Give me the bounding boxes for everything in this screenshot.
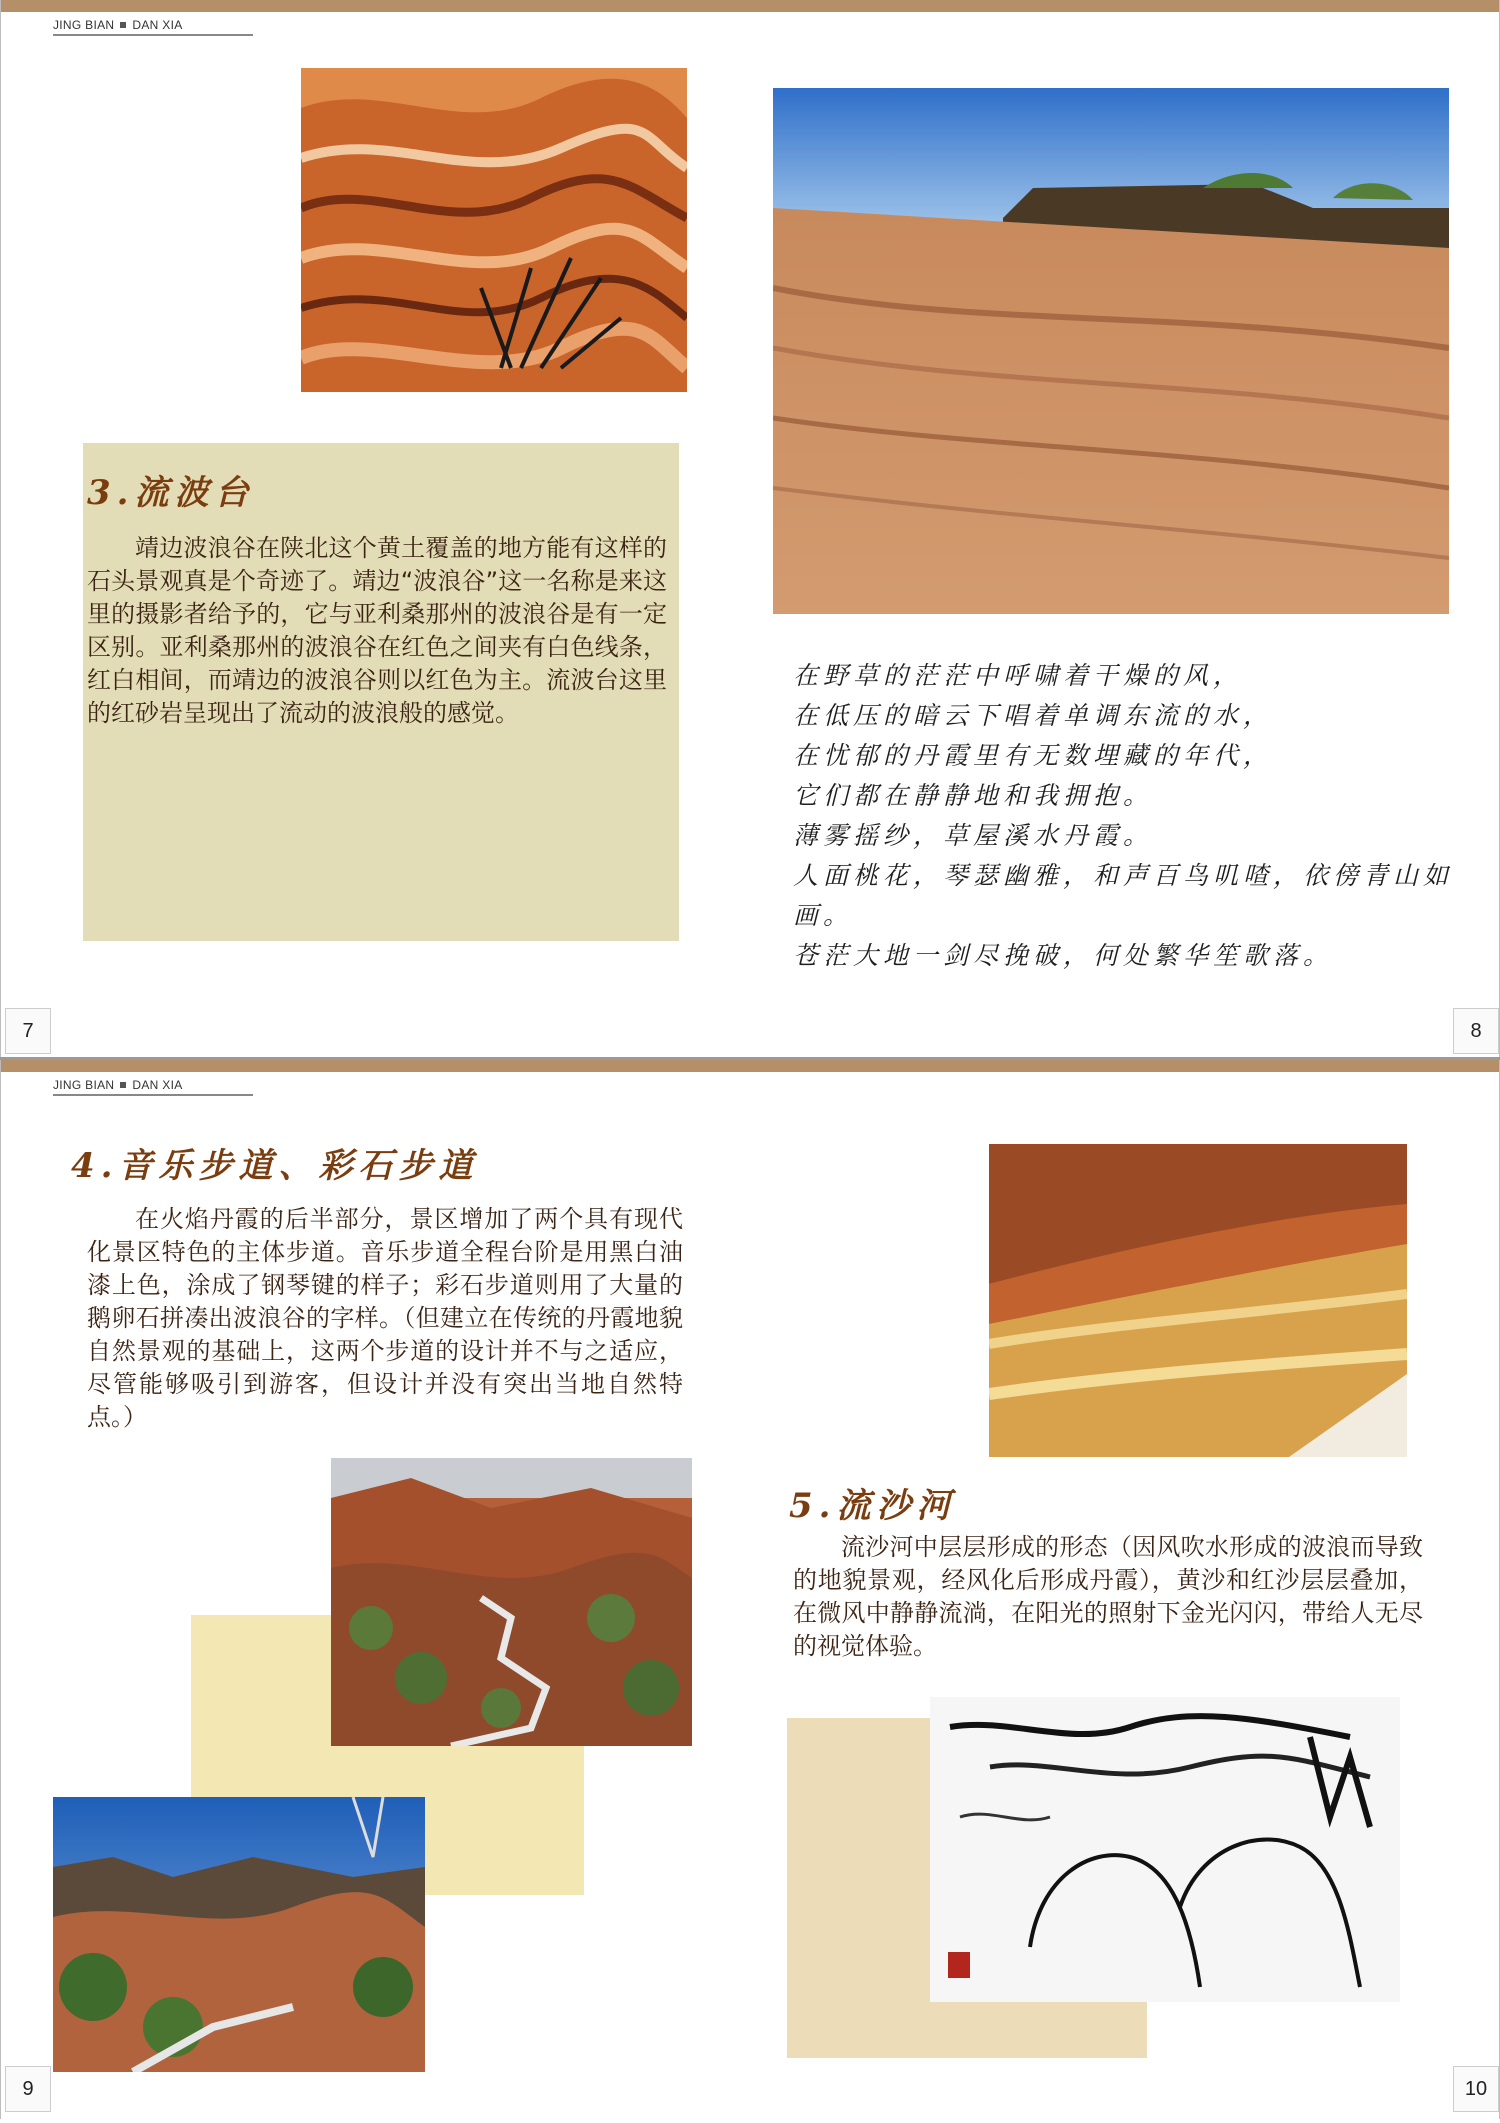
poem-line: 苍茫大地一剑尽挽破，何处繁华笙歌落。 [793,941,1334,970]
poem-line: 在低压的暗云下唱着单调东流的水， [793,701,1274,730]
section4-body: 在火焰丹霞的后半部分，景区增加了两个具有现代化景区特色的主体步道。音乐步道全程台阶是用黑白油漆上色，涂成了钢琴键的样子；彩石步道则用了大量的鹅卵石拼凑出波浪谷的字样。（但建立在传统的丹霞地貌自然景观的基础上，这两个步道的设计并不与之适应，尽管能够吸引到游客，但设计并没有突出当地自然特点。） [87,1205,683,1431]
top-accent-bar [1,1060,1499,1072]
page-number-right: 8 [1453,1008,1499,1054]
section4-title: 4.音乐步道、彩石步道 [71,1146,479,1186]
page-number-left: 7 [5,1008,51,1054]
poem-line: 它们都在静静地和我拥抱。 [793,781,1154,810]
section5-title: 5.流沙河 [789,1486,957,1526]
section5-body: 流沙河中层层形成的形态（因风吹水形成的波浪而导致的地貌景观，经风化后形成丹霞），黄沙和红沙层层叠加，在微风中静静流淌，在阳光的照射下金光闪闪，带给人无尽的视觉体验。 [793,1533,1423,1660]
header-right-text: DAN XIA [132,1078,183,1092]
header-right-text: DAN XIA [132,18,183,32]
wave-valley-photo [773,88,1449,614]
top-accent-bar [1,0,1499,12]
section3-body: 靖边波浪谷在陕北这个黄土覆盖的地方能有这样的石头景观真是个奇迹了。靖边“波浪谷”这一名称是来这里的摄影者给予的，它与亚利桑那州的波浪谷是有一定区别。亚利桑那州的波浪谷在红色之间夹有白色线条，红白相间，而靖边的波浪谷则以红色为主。流波台这里的红砂岩呈现出了流动的波浪般的感觉。 [87,534,667,727]
spread-pages-7-8 [0,0,1500,1059]
ink-landscape-sketch [930,1697,1400,2002]
page-number-right: 10 [1453,2066,1499,2112]
poem-block [793,656,1453,976]
spread-pages-9-10 [0,1060,1500,2119]
music-stairway-photo [331,1458,692,1746]
poem-line: 在野草的茫茫中呼啸着干燥的风， [793,661,1244,690]
canyon-bridge-photo [53,1797,425,2072]
poem-line: 薄雾摇纱，草屋溪水丹霞。 [793,821,1154,850]
poem-line: 人面桃花，琴瑟幽雅，和声百鸟叽喳，依傍青山如画。 [793,861,1454,930]
header-left-text: JING BIAN [53,18,115,32]
running-header [53,18,253,32]
page-number-left: 9 [5,2066,51,2112]
red-rock-painting [301,68,687,392]
quicksand-river-photo [989,1144,1407,1457]
square-separator-icon [120,22,126,28]
section3-title: 3.流波台 [87,473,255,513]
square-separator-icon [120,1082,126,1088]
header-rule [53,34,253,36]
header-left-text: JING BIAN [53,1078,115,1092]
running-header [53,1078,253,1092]
poem-line: 在忧郁的丹霞里有无数埋藏的年代， [793,741,1274,770]
header-rule [53,1094,253,1096]
